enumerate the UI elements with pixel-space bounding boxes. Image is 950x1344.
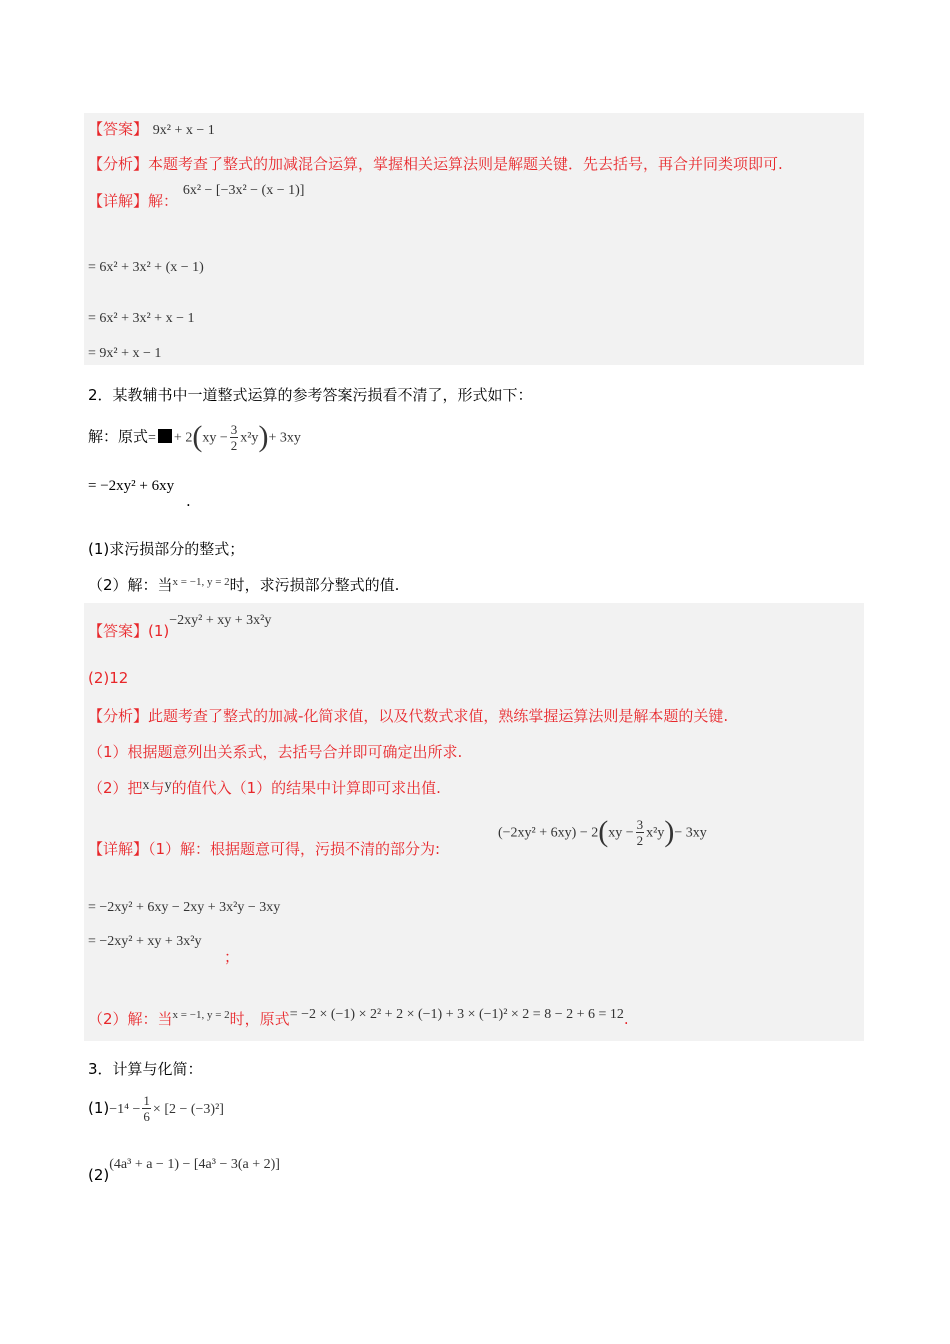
- q2-given-solution: 解：原式= + 2(xy − $\frac{3}{2}$ x²y)+ 3xy: [88, 420, 301, 453]
- q2-given-result: = −2xy² + 6xy: [88, 478, 175, 494]
- equals-sign: =: [148, 430, 156, 446]
- answer-label: 【答案】: [88, 622, 149, 640]
- q1-solution-block: [84, 113, 864, 365]
- fraction: $\frac{3}{2}$: [230, 421, 238, 453]
- detail-expression: 6x² − [−3x² − (x − 1)]: [182, 183, 305, 198]
- detail-label: 【详解】: [88, 192, 149, 210]
- q2-step-2: = −2xy² + xy + 3x²y: [88, 934, 202, 949]
- q2-answer-2: (2)12: [88, 669, 129, 687]
- x2y-term: x²y: [240, 430, 259, 446]
- condition: x = −1, y = 2: [172, 576, 230, 588]
- smudged-block-icon: [158, 429, 172, 443]
- q2-part-1: (1)求污损部分的整式；: [88, 540, 245, 558]
- tail-term: + 3xy: [268, 430, 301, 446]
- answer-label: 【答案】: [88, 120, 149, 138]
- xy-term: xy −: [202, 430, 228, 446]
- q1-step-1: = 6x² + 3x² + (x − 1): [88, 260, 204, 275]
- q2-analysis-2: （2）把x与y的值代入（1）的结果中计算即可求出值.: [88, 778, 441, 797]
- answer-1-expression: −2xy² + xy + 3x²y: [169, 613, 272, 628]
- q2-title: 2．某教辅书中一道整式运算的参考答案污损看不清了，形式如下：: [88, 386, 533, 404]
- q1-step-2: = 6x² + 3x² + x − 1: [88, 311, 195, 326]
- q1-analysis-line: [88, 153, 783, 174]
- detail-text: 解：: [148, 192, 179, 210]
- q2-detail-expression: (−2xy² + 6xy) − 2(xy − $\frac{3}{2}$ x²y)− 3xy: [498, 815, 707, 848]
- semicolon: ；: [224, 948, 240, 966]
- q3-part-1: (1)−1⁴ − $\frac{1}{6}$ × [2 − (−3)²]: [88, 1093, 224, 1124]
- q2-step-1: = −2xy² + 6xy − 2xy + 3x²y − 3xy: [88, 900, 281, 915]
- q1-step-3: = 9x² + x − 1: [88, 346, 162, 361]
- plus-two: + 2: [173, 430, 193, 446]
- solution-label: 解：原式: [88, 427, 149, 446]
- q2-analysis-line: 【分析】此题考查了整式的加减-化简求值，以及代数式求值，熟练掌握运算法则是解本题的关键.: [88, 707, 729, 725]
- answer-1-label: (1): [148, 622, 170, 640]
- detail-text: （1）解：根据题意可得，污损不清的部分为:: [148, 840, 441, 858]
- q1-detail-line: [88, 183, 305, 211]
- q1-answer-line: [88, 118, 215, 139]
- q2-solution-block: [84, 603, 864, 1041]
- analysis-text: 本题考查了整式的加减混合运算，掌握相关运算法则是解题关键．先去括号，再合并同类项即可.: [148, 155, 783, 173]
- q2-part-2-solution: （2）解：当$^{x = -1, y = 2}$时，原式= −2 × (−1) × 2² + 2 × (−1) + 3 × (−1)² × 2 = 8 − 2 + 6 = 12.: [88, 1007, 629, 1028]
- q2-part-2: （2）解：当$^{x = -1, y = 2}$时，求污损部分整式的值.: [88, 576, 400, 594]
- q2-detail-line: [88, 838, 440, 859]
- q3-part-2: (2)(4a³ + a − 1) − [4a³ − 3(a + 2)]: [88, 1157, 280, 1184]
- analysis-label: 【分析】: [88, 155, 149, 173]
- period: .: [186, 492, 191, 510]
- q2-analysis-1: （1）根据题意列出关系式，去括号合并即可确定出所求.: [88, 743, 463, 761]
- q3-title: 3．计算与化简：: [88, 1060, 203, 1078]
- q2-answer-line: [88, 613, 272, 641]
- answer-expression: 9x² + x − 1: [152, 123, 215, 138]
- detail-label: 【详解】: [88, 840, 149, 858]
